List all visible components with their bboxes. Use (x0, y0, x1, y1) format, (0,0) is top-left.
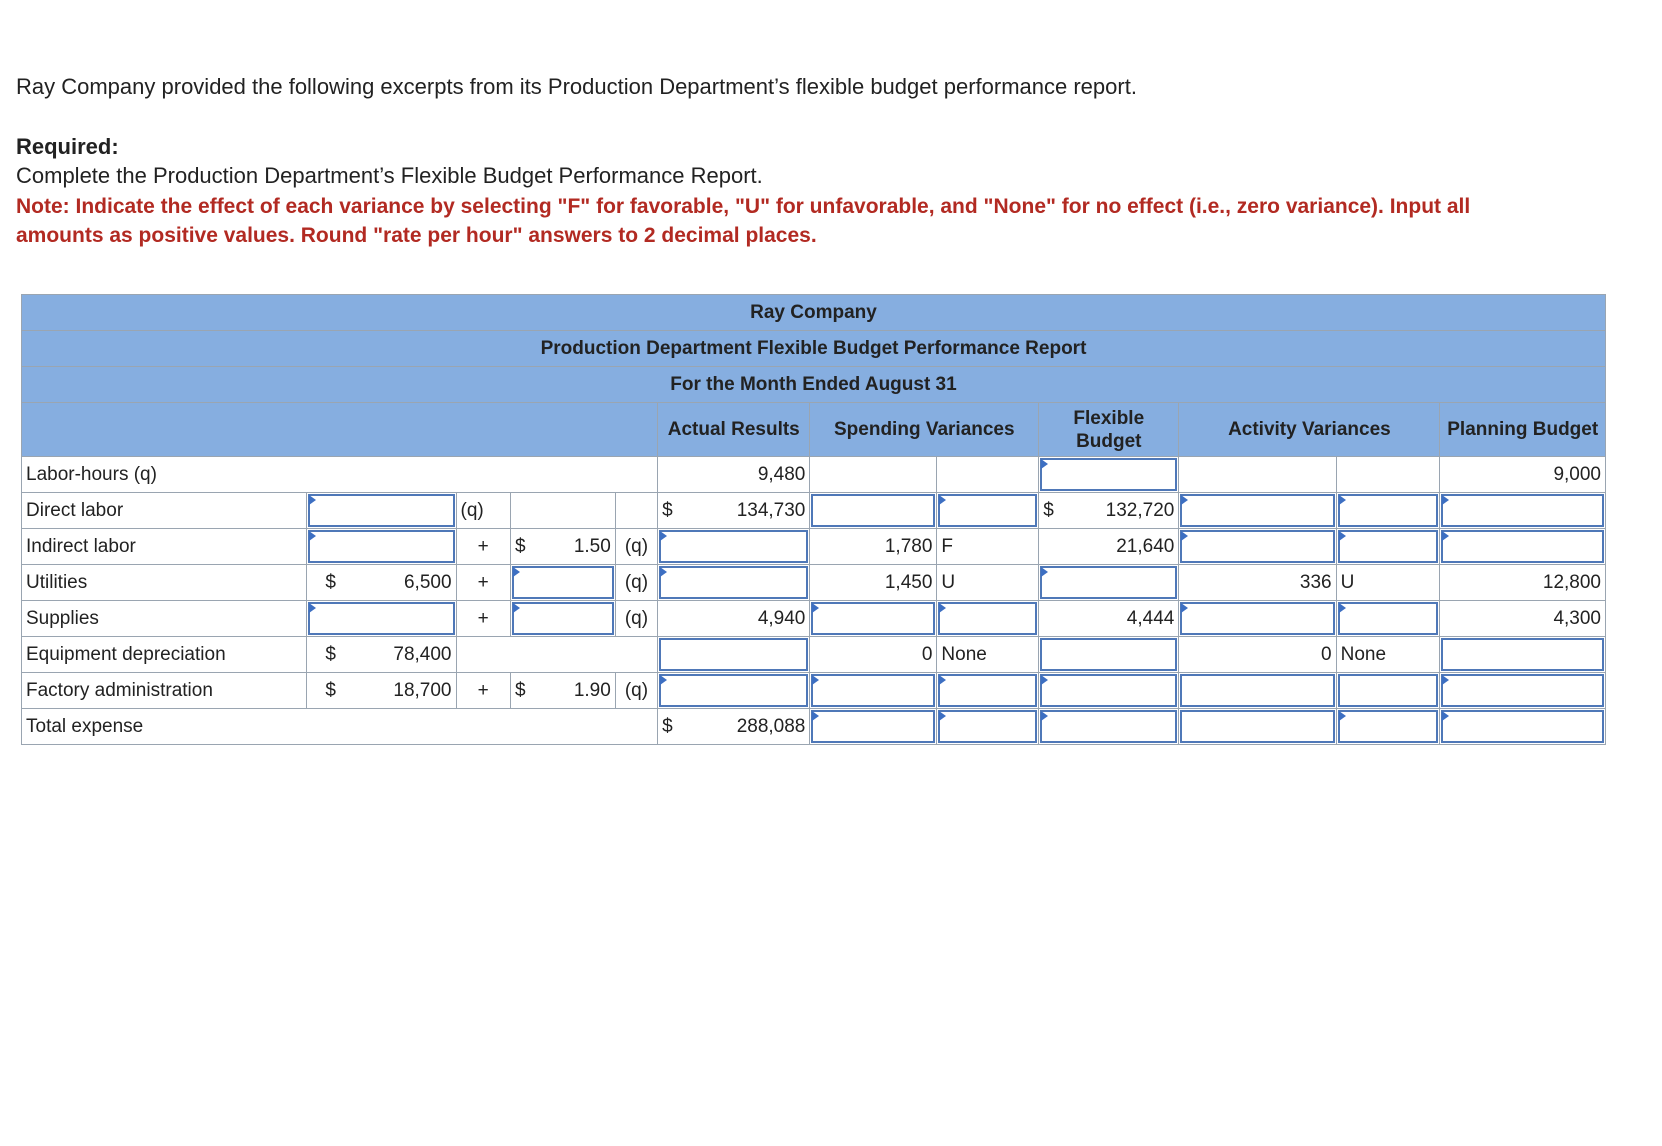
direct-labor-rate-blank (510, 493, 615, 529)
label-equipment-depreciation: Equipment depreciation (22, 637, 307, 673)
total-expense-actual-value: 288,088 (736, 715, 806, 737)
equipment-depreciation-spending: 0 (810, 637, 937, 673)
supplies-actual: 4,940 (658, 601, 810, 637)
equipment-depreciation-activity-effect: None (1336, 637, 1440, 673)
utilities-actual-input[interactable] (658, 565, 810, 601)
col-actual-results: Actual Results (658, 403, 810, 457)
indirect-labor-flexible: 21,640 (1039, 529, 1179, 565)
label-utilities: Utilities (22, 565, 307, 601)
factory-administration-q: (q) (615, 673, 657, 709)
equipment-depreciation-blank-2 (510, 637, 615, 673)
utilities-flexible-input[interactable] (1039, 565, 1179, 601)
utilities-rate-input[interactable] (510, 565, 615, 601)
dropdown-marker-icon (812, 675, 819, 685)
dollar-sign: $ (325, 643, 336, 665)
direct-labor-flexible (1039, 493, 1179, 529)
dropdown-marker-icon (660, 531, 667, 541)
dropdown-marker-icon (1041, 675, 1048, 685)
label-supplies: Supplies (22, 601, 307, 637)
labor-hours-flexible-input[interactable] (1039, 457, 1179, 493)
dropdown-marker-icon (1442, 711, 1449, 721)
indirect-labor-activity-effect-select[interactable] (1336, 529, 1440, 565)
direct-labor-actual-value: 134,730 (736, 499, 806, 521)
dropdown-marker-icon (660, 675, 667, 685)
equipment-depreciation-fixed (307, 637, 456, 673)
row-utilities (22, 565, 1606, 601)
factory-administration-fixed-value: 18,700 (393, 679, 452, 701)
factory-administration-spending-input[interactable] (810, 673, 937, 709)
dropdown-marker-icon (309, 603, 316, 613)
factory-administration-fixed (307, 673, 456, 709)
header-row-period (22, 367, 1606, 403)
total-expense-blank (307, 709, 658, 745)
equipment-depreciation-activity: 0 (1179, 637, 1336, 673)
factory-administration-rate (510, 673, 615, 709)
total-expense-spending-effect-select[interactable] (937, 709, 1039, 745)
dropdown-marker-icon (1442, 531, 1449, 541)
dropdown-marker-icon (1041, 711, 1048, 721)
plus-sign: + (456, 565, 510, 601)
dropdown-marker-icon (939, 603, 946, 613)
label-total-expense: Total expense (22, 709, 307, 745)
row-labor-hours (22, 457, 1606, 493)
col-flexible-budget: Flexible Budget (1039, 403, 1179, 457)
labor-hours-actual: 9,480 (658, 457, 810, 493)
supplies-rate-input[interactable] (510, 601, 615, 637)
indirect-labor-rate-value: 1.50 (573, 535, 611, 557)
row-direct-labor (22, 493, 1606, 529)
dropdown-marker-icon (1181, 603, 1188, 613)
row-supplies (22, 601, 1606, 637)
equipment-depreciation-flexible-input[interactable] (1039, 637, 1179, 673)
direct-labor-planning-input[interactable] (1440, 493, 1606, 529)
dropdown-marker-icon (939, 711, 946, 721)
col-spending-variances: Spending Variances (810, 403, 1039, 457)
dropdown-marker-icon (939, 495, 946, 505)
supplies-activity-input[interactable] (1179, 601, 1336, 637)
dropdown-marker-icon (1339, 711, 1346, 721)
dropdown-marker-icon (1181, 531, 1188, 541)
labor-hours-spending-blank (810, 457, 937, 493)
report-company: Ray Company (22, 295, 1606, 331)
direct-labor-q: (q) (456, 493, 510, 529)
header-row-title (22, 331, 1606, 367)
utilities-spending-effect: U (937, 565, 1039, 601)
factory-administration-planning-input[interactable] (1440, 673, 1606, 709)
factory-administration-activity-effect-select[interactable] (1336, 673, 1440, 709)
dropdown-marker-icon (513, 567, 520, 577)
utilities-fixed-value: 6,500 (403, 571, 452, 593)
factory-administration-actual-input[interactable] (658, 673, 810, 709)
dropdown-marker-icon (1442, 675, 1449, 685)
equipment-depreciation-spending-effect: None (937, 637, 1039, 673)
dropdown-marker-icon (660, 567, 667, 577)
dropdown-marker-icon (1041, 567, 1048, 577)
utilities-activity: 336 (1179, 565, 1336, 601)
direct-labor-q-blank (615, 493, 657, 529)
direct-labor-fixed-input[interactable] (307, 493, 456, 529)
dropdown-marker-icon (309, 531, 316, 541)
required-heading: Required: (16, 134, 119, 159)
factory-administration-activity-input[interactable] (1179, 673, 1336, 709)
utilities-activity-effect: U (1336, 565, 1440, 601)
factory-administration-flexible-input[interactable] (1039, 673, 1179, 709)
plus-sign: + (456, 529, 510, 565)
supplies-spending-input[interactable] (810, 601, 937, 637)
total-expense-activity-effect-select[interactable] (1336, 709, 1440, 745)
dropdown-marker-icon (939, 675, 946, 685)
equipment-depreciation-planning-input[interactable] (1440, 637, 1606, 673)
direct-labor-actual (658, 493, 810, 529)
supplies-q: (q) (615, 601, 657, 637)
direct-labor-activity-effect-select[interactable] (1336, 493, 1440, 529)
utilities-fixed (307, 565, 456, 601)
indirect-labor-rate (510, 529, 615, 565)
utilities-spending: 1,450 (810, 565, 937, 601)
total-expense-activity-input[interactable] (1179, 709, 1336, 745)
equipment-depreciation-blank-3 (615, 637, 657, 673)
dropdown-marker-icon (812, 603, 819, 613)
dropdown-marker-icon (812, 711, 819, 721)
plus-sign: + (456, 601, 510, 637)
labor-hours-activity-blank (1179, 457, 1336, 493)
total-expense-flexible-input[interactable] (1039, 709, 1179, 745)
direct-labor-activity-input[interactable] (1179, 493, 1336, 529)
performance-report-table (21, 294, 1606, 745)
dropdown-marker-icon (1339, 495, 1346, 505)
dropdown-marker-icon (1339, 531, 1346, 541)
supplies-activity-effect-select[interactable] (1336, 601, 1440, 637)
direct-labor-spending-input[interactable] (810, 493, 937, 529)
dropdown-marker-icon (309, 495, 316, 505)
indirect-labor-planning-input[interactable] (1440, 529, 1606, 565)
factory-administration-rate-value: 1.90 (573, 679, 611, 701)
report-title: Production Department Flexible Budget Performance Report (22, 331, 1606, 367)
row-indirect-labor (22, 529, 1606, 565)
indirect-labor-fixed-input[interactable] (307, 529, 456, 565)
indirect-labor-spending: 1,780 (810, 529, 937, 565)
indirect-labor-spending-effect: F (937, 529, 1039, 565)
supplies-spending-effect-select[interactable] (937, 601, 1039, 637)
label-direct-labor: Direct labor (22, 493, 307, 529)
plus-sign: + (456, 673, 510, 709)
label-indirect-labor: Indirect labor (22, 529, 307, 565)
labor-hours-spending-effect-blank (937, 457, 1039, 493)
col-planning-budget: Planning Budget (1440, 403, 1606, 457)
utilities-q: (q) (615, 565, 657, 601)
supplies-fixed-input[interactable] (307, 601, 456, 637)
dollar-sign: $ (514, 679, 526, 701)
indirect-labor-actual-input[interactable] (658, 529, 810, 565)
label-factory-administration: Factory administration (22, 673, 307, 709)
dollar-sign: $ (662, 499, 673, 521)
dollar-sign: $ (325, 571, 336, 593)
direct-labor-flexible-value: 132,720 (1105, 499, 1175, 521)
row-factory-administration (22, 673, 1606, 709)
indirect-labor-activity-input[interactable] (1179, 529, 1336, 565)
intro-text: Ray Company provided the following excerpts from its Production Department’s flexible budget performance report. (16, 74, 1137, 99)
dollar-sign: $ (514, 535, 526, 557)
dollar-sign: $ (325, 679, 336, 701)
dropdown-marker-icon (1181, 495, 1188, 505)
instruction-note: Note: Indicate the effect of each variance by selecting "F" for favorable, "U" for unfavorable, and "None" for no effect (i.e., zero variance). Input all amounts as positive values. Round "rate per hour" answers to 2 decimal places. (16, 195, 1471, 247)
equipment-depreciation-fixed-value: 78,400 (393, 643, 452, 665)
dollar-sign: $ (662, 715, 673, 737)
labor-hours-planning: 9,000 (1440, 457, 1606, 493)
equipment-depreciation-actual-input[interactable] (658, 637, 810, 673)
row-equipment-depreciation (22, 637, 1606, 673)
total-expense-spending-input[interactable] (810, 709, 937, 745)
report-period: For the Month Ended August 31 (22, 367, 1606, 403)
header-row-columns (22, 403, 1606, 457)
direct-labor-spending-effect-select[interactable] (937, 493, 1039, 529)
required-text: Complete the Production Department’s Flexible Budget Performance Report. (16, 163, 763, 188)
dropdown-marker-icon (513, 603, 520, 613)
header-row-company (22, 295, 1606, 331)
labor-hours-activity-effect-blank (1336, 457, 1440, 493)
equipment-depreciation-blank-1 (456, 637, 510, 673)
dropdown-marker-icon (1442, 495, 1449, 505)
total-expense-actual (658, 709, 810, 745)
total-expense-planning-input[interactable] (1440, 709, 1606, 745)
row-total-expense (22, 709, 1606, 745)
dropdown-marker-icon (1041, 459, 1048, 469)
dollar-sign: $ (1043, 499, 1054, 521)
factory-administration-spending-effect-select[interactable] (937, 673, 1039, 709)
indirect-labor-q: (q) (615, 529, 657, 565)
utilities-planning: 12,800 (1440, 565, 1606, 601)
label-labor-hours: Labor-hours (q) (22, 457, 658, 493)
header-blank (22, 403, 658, 457)
dropdown-marker-icon (1339, 603, 1346, 613)
supplies-flexible: 4,444 (1039, 601, 1179, 637)
col-activity-variances: Activity Variances (1179, 403, 1440, 457)
supplies-planning: 4,300 (1440, 601, 1606, 637)
